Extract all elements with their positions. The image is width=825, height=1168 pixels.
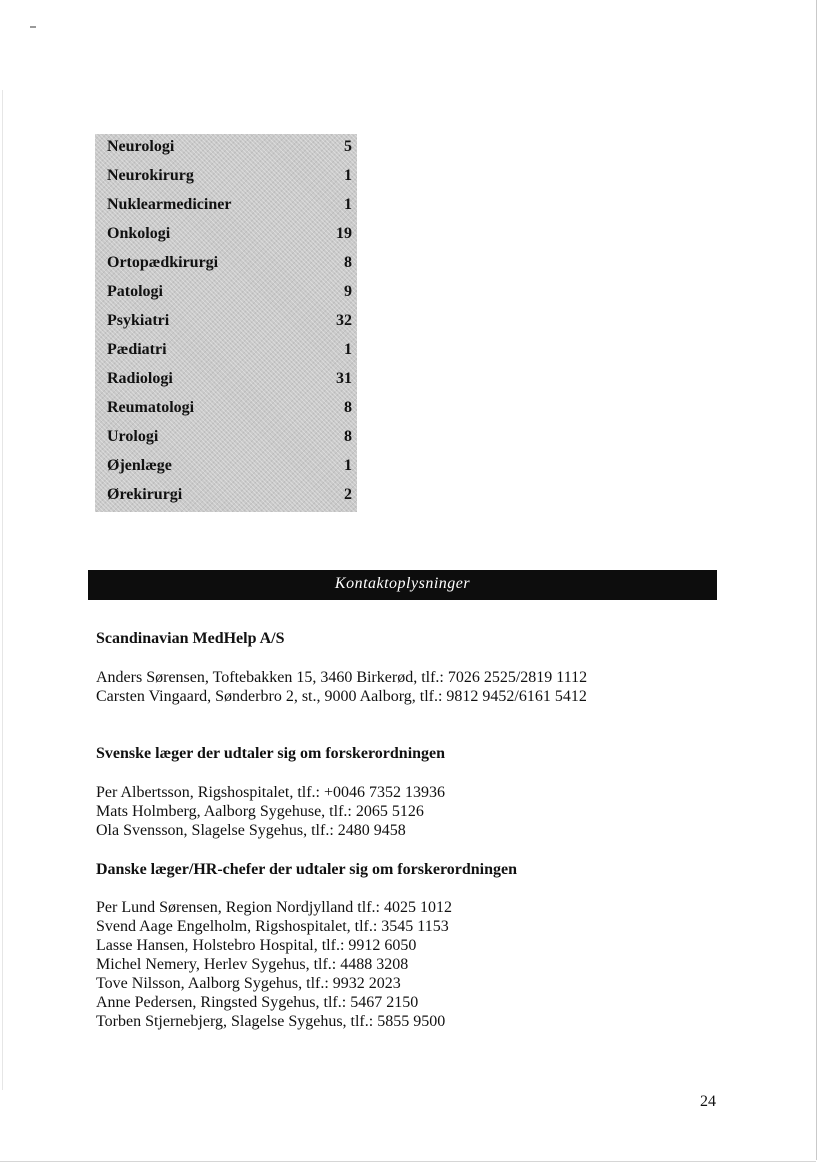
specialty-row <box>95 366 357 395</box>
specialty-table <box>95 134 357 512</box>
specialty-row <box>95 134 357 163</box>
specialty-count: 19 <box>336 225 352 242</box>
specialty-row <box>95 453 357 482</box>
specialty-count: 8 <box>344 399 352 416</box>
specialty-count: 5 <box>344 138 352 155</box>
specialty-name: Neurokirurg <box>107 167 194 184</box>
specialty-name: Øjenlæge <box>107 457 172 474</box>
specialty-name: Ørekirurgi <box>107 486 183 503</box>
specialty-count: 8 <box>344 428 352 445</box>
contact-line: Svend Aage Engelholm, Rigshospitalet, tlf.: 3545 1153 <box>96 918 449 935</box>
specialty-count: 2 <box>344 486 352 503</box>
specialty-name: Ortopædkirurgi <box>107 254 219 271</box>
specialty-name: Radiologi <box>107 370 173 387</box>
scan-speck <box>30 26 36 28</box>
specialty-row <box>95 308 357 337</box>
contact-line: Tove Nilsson, Aalborg Sygehus, tlf.: 9932 2023 <box>96 975 401 992</box>
contact-line: Lasse Hansen, Holstebro Hospital, tlf.: 9912 6050 <box>96 937 417 954</box>
section-banner-title: Kontaktoplysninger <box>334 575 471 592</box>
section-banner <box>88 570 717 600</box>
specialty-name: Patologi <box>107 283 163 300</box>
specialty-name: Neurologi <box>107 138 175 155</box>
swedish-doctors-heading: Svenske læger der udtaler sig om forskerordningen <box>96 745 446 762</box>
specialty-row <box>95 250 357 279</box>
specialty-row <box>95 221 357 250</box>
contact-line: Mats Holmberg, Aalborg Sygehuse, tlf.: 2065 5126 <box>96 803 424 820</box>
specialty-row <box>95 163 357 192</box>
specialty-name: Reumatologi <box>107 399 195 416</box>
contact-line: Anders Sørensen, Toftebakken 15, 3460 Birkerød, tlf.: 7026 2525/2819 1112 <box>96 669 588 686</box>
contact-line: Carsten Vingaard, Sønderbro 2, st., 9000 Aalborg, tlf.: 9812 9452/6161 5412 <box>96 688 587 705</box>
specialty-count: 8 <box>344 254 352 271</box>
specialty-row <box>95 192 357 221</box>
page-number: 24 <box>700 1093 716 1110</box>
scan-edge-bottom <box>0 1161 816 1162</box>
contact-line: Michel Nemery, Herlev Sygehus, tlf.: 4488 3208 <box>96 956 409 973</box>
specialty-count: 32 <box>336 312 352 329</box>
specialty-count: 1 <box>344 196 352 213</box>
medhelp-heading: Scandinavian MedHelp A/S <box>96 630 285 647</box>
specialty-count: 1 <box>344 457 352 474</box>
specialty-count: 1 <box>344 341 352 358</box>
danish-doctors-heading: Danske læger/HR-chefer der udtaler sig om forskerordningen <box>96 861 518 878</box>
specialty-name: Urologi <box>107 428 159 445</box>
specialty-name: Nuklearmediciner <box>107 196 232 213</box>
specialty-count: 31 <box>336 370 352 387</box>
contact-line: Torben Stjernebjerg, Slagelse Sygehus, tlf.: 5855 9500 <box>96 1013 446 1030</box>
specialty-name: Onkologi <box>107 225 171 242</box>
specialty-row <box>95 279 357 308</box>
specialty-row <box>95 337 357 366</box>
scan-edge-right <box>816 0 817 1160</box>
contact-line: Per Lund Sørensen, Region Nordjylland tlf.: 4025 1012 <box>96 899 452 916</box>
specialty-row <box>95 395 357 424</box>
specialty-count: 1 <box>344 167 352 184</box>
specialty-name: Psykiatri <box>107 312 170 329</box>
specialty-row <box>95 424 357 453</box>
specialty-count: 9 <box>344 283 352 300</box>
specialty-row <box>95 482 357 511</box>
specialty-name: Pædiatri <box>107 341 167 358</box>
contact-line: Per Albertsson, Rigshospitalet, tlf.: +0046 7352 13936 <box>96 784 446 801</box>
contact-line: Ola Svensson, Slagelse Sygehus, tlf.: 2480 9458 <box>96 822 406 839</box>
contact-line: Anne Pedersen, Ringsted Sygehus, tlf.: 5467 2150 <box>96 994 419 1011</box>
scan-edge-left <box>2 90 3 1090</box>
